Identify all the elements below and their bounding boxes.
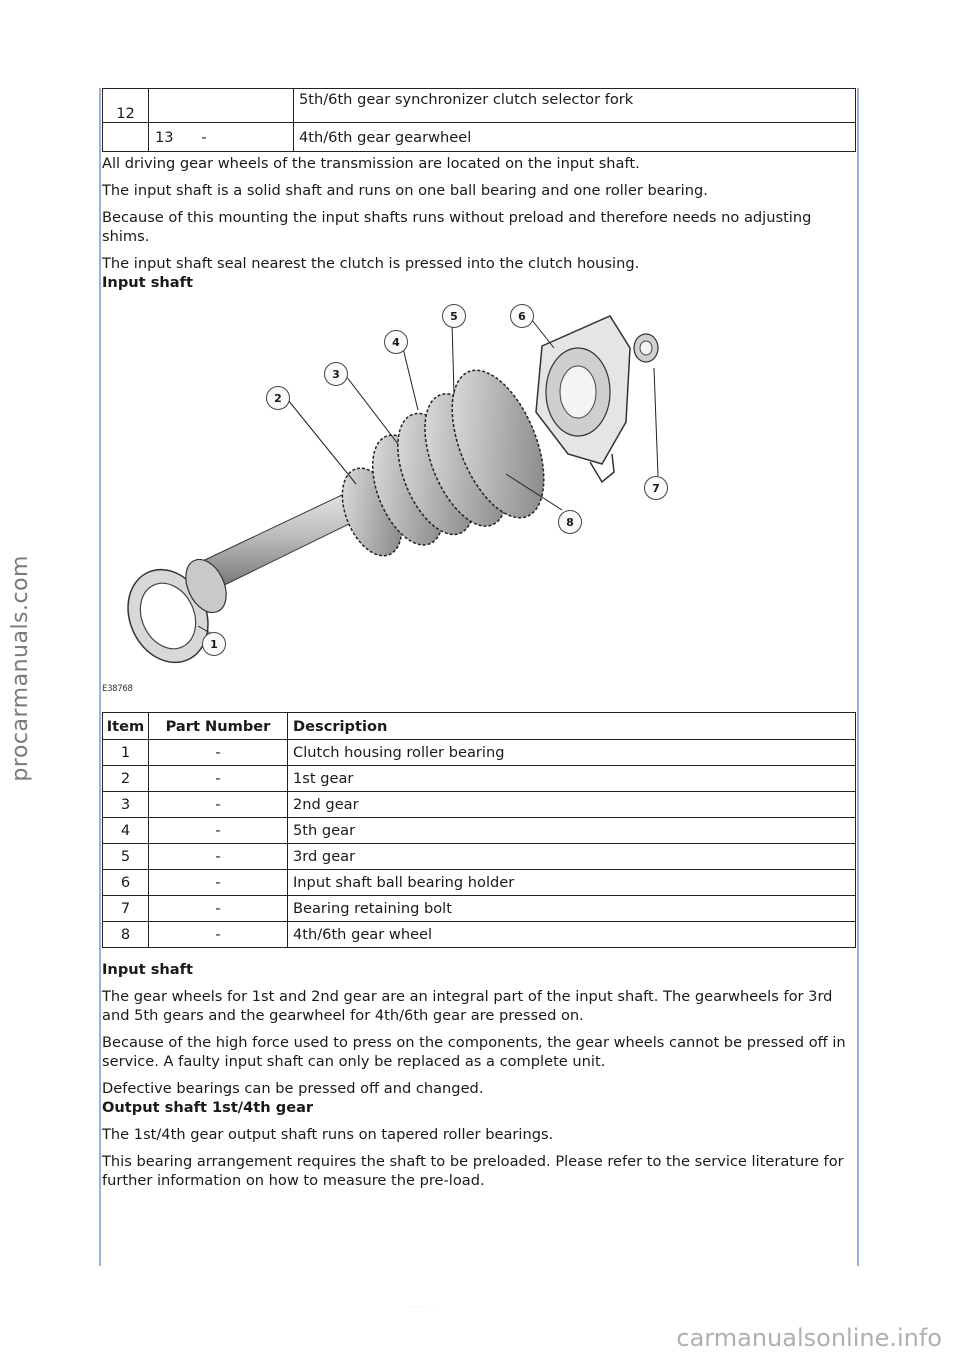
item-cell: 3: [103, 792, 149, 818]
item-cell: 4: [103, 818, 149, 844]
callout-2: 2: [266, 386, 290, 410]
desc-cell: 4th/6th gear wheel: [288, 922, 856, 948]
part-cell: -: [149, 844, 288, 870]
table-row: [103, 123, 856, 152]
callout-1: 1: [202, 632, 226, 656]
paragraph: Because of this mounting the input shafts runs without preload and therefore needs no adjusting shims.: [102, 209, 812, 245]
table-row: [103, 89, 856, 123]
figure-code: E38768: [102, 684, 133, 694]
desc-cell: 5th/6th gear synchronizer clutch selector fork: [294, 89, 856, 123]
paragraph: The input shaft is a solid shaft and runs on one ball bearing and one roller bearing.: [102, 182, 708, 199]
header-item: Item: [103, 713, 149, 740]
table-row: [103, 896, 856, 922]
item-cell: 8: [103, 922, 149, 948]
callout-6: 6: [510, 304, 534, 328]
item-cell: [103, 123, 149, 152]
header-description: Description: [288, 713, 856, 740]
callout-8: 8: [558, 510, 582, 534]
section-heading: Input shaft: [102, 274, 193, 291]
paragraph: The input shaft seal nearest the clutch is pressed into the clutch housing.: [102, 255, 640, 272]
desc-cell: Input shaft ball bearing holder: [288, 870, 856, 896]
bottom-watermark: carmanualsonline.info: [676, 1324, 942, 1352]
item-cell: 6: [103, 870, 149, 896]
part-cell: -: [149, 870, 288, 896]
paragraph: The 1st/4th gear output shaft runs on tapered roller bearings.: [102, 1126, 554, 1143]
input-shaft-ball-bearing-holder: [536, 316, 630, 482]
desc-cell: 1st gear: [288, 766, 856, 792]
paragraph: Defective bearings can be pressed off and changed.: [102, 1080, 484, 1097]
desc-cell: 2nd gear: [288, 792, 856, 818]
paragraph: Because of the high force used to press on the components, the gear wheels cannot be pressed off in service. A faulty input shaft can only be replaced as a complete unit.: [102, 1034, 846, 1070]
section-heading: Input shaft: [102, 961, 193, 978]
input-shaft-parts-table: [102, 712, 856, 948]
item-cell: 2: [103, 766, 149, 792]
input-shaft-figure: [102, 304, 856, 696]
table-header-row: [103, 713, 856, 740]
item-cell: 1: [103, 740, 149, 766]
callout-5: 5: [442, 304, 466, 328]
bearing-retaining-bolt: [634, 334, 658, 362]
side-watermark: procarmanuals.com: [8, 555, 33, 782]
part-cell: 13 -: [149, 123, 294, 152]
callout-4: 4: [384, 330, 408, 354]
part-cell: -: [149, 740, 288, 766]
desc-cell: 5th gear: [288, 818, 856, 844]
desc-cell: Clutch housing roller bearing: [288, 740, 856, 766]
right-border-line: [857, 88, 859, 1266]
table-row: [103, 766, 856, 792]
desc-cell: 3rd gear: [288, 844, 856, 870]
part-cell: -: [149, 922, 288, 948]
table-row: [103, 922, 856, 948]
table-row: [103, 818, 856, 844]
gear-stack: [331, 357, 563, 564]
part-cell: -: [149, 766, 288, 792]
item-cell: 5: [103, 844, 149, 870]
table-row: [103, 870, 856, 896]
item-cell: 7: [103, 896, 149, 922]
clutch-housing-roller-bearing: [113, 553, 234, 676]
paragraph: All driving gear wheels of the transmission are located on the input shaft.: [102, 155, 640, 172]
left-border-line: [99, 88, 101, 1266]
part-cell: -: [149, 818, 288, 844]
table-row: [103, 792, 856, 818]
part-cell: [149, 89, 294, 123]
continued-parts-table: [102, 88, 856, 152]
callout-3: 3: [324, 362, 348, 386]
desc-cell: 4th/6th gear gearwheel: [294, 123, 856, 152]
callout-7: 7: [644, 476, 668, 500]
table-row: [103, 844, 856, 870]
desc-cell: Bearing retaining bolt: [288, 896, 856, 922]
faint-page-marker: · · · · ·: [408, 1302, 437, 1313]
part-cell: -: [149, 792, 288, 818]
paragraph: The gear wheels for 1st and 2nd gear are an integral part of the input shaft. The gearwheels for 3rd and 5th gears and the gearwheel for 4th/6th gear are pressed on.: [102, 988, 833, 1024]
paragraph: This bearing arrangement requires the shaft to be preloaded. Please refer to the service literature for further information on how to measure the pre-load.: [102, 1153, 844, 1189]
header-part-number: Part Number: [149, 713, 288, 740]
section-heading: Output shaft 1st/4th gear: [102, 1099, 314, 1116]
item-cell: 12: [103, 89, 149, 123]
part-cell: -: [149, 896, 288, 922]
table-row: [103, 740, 856, 766]
document-content: [102, 88, 856, 1190]
